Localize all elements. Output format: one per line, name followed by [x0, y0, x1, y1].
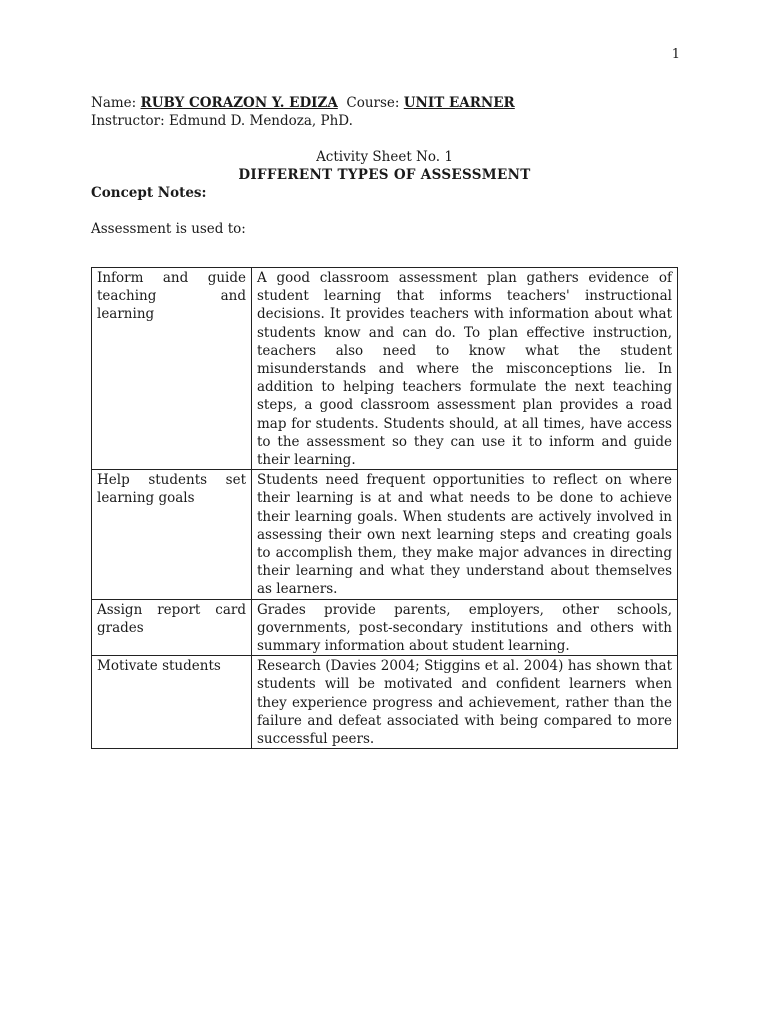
table-row: [92, 599, 678, 656]
course-name: UNIT EARNER: [403, 95, 515, 111]
title-block: [91, 148, 678, 184]
instructor-name: Edmund D. Mendoza, PhD.: [168, 113, 353, 129]
instructor-line: [91, 112, 691, 130]
activity-sheet-number: Activity Sheet No. 1: [316, 149, 453, 165]
description-cell: A good classroom assessment plan gathers evidence of student learning that informs teachers' instructional decisions. It provides teachers with information about what students know and can do. To plan effective instruction, teachers also need to know what the student misunderstands and where the misconceptions lie. In addition to helping teachers formulate the next teaching steps, a good classroom assessment plan provides a road map for students. Students should, at all times, have access to the assessment so they can use it to inform and guide their learning.: [252, 268, 678, 470]
purpose-cell: Help students set learning goals: [92, 470, 252, 599]
course-label: Course:: [346, 95, 400, 111]
purpose-cell: Motivate students: [92, 656, 252, 749]
table-row: [92, 268, 678, 470]
header-block: [91, 94, 691, 130]
document-title: DIFFERENT TYPES OF ASSESSMENT: [238, 167, 531, 183]
page-number: 1: [671, 47, 680, 62]
instructor-label: Instructor:: [91, 113, 165, 129]
concept-notes-heading: Concept Notes:: [91, 185, 207, 201]
description-cell: Grades provide parents, employers, other schools, governments, post-secondary institutions and others with summary information about student learning.: [252, 599, 678, 656]
assessment-table: [91, 267, 678, 749]
purpose-cell: Assign report card grades: [92, 599, 252, 656]
table-row: [92, 470, 678, 599]
student-name: RUBY CORAZON Y. EDIZA: [140, 95, 338, 111]
table-row: [92, 656, 678, 749]
name-course-line: [91, 94, 691, 112]
description-cell: Research (Davies 2004; Stiggins et al. 2004) has shown that students will be motivated and confident learners when they experience progress and achievement, rather than the failure and defeat associated with being compared to more successful peers.: [252, 656, 678, 749]
description-cell: Students need frequent opportunities to reflect on where their learning is at and what needs to be done to achieve their learning goals. When students are actively involved in assessing their own next learning steps and creating goals to accomplish them, they make major advances in directing their learning and what they understand about themselves as learners.: [252, 470, 678, 599]
purpose-cell: Inform and guide teaching and learning: [92, 268, 252, 470]
intro-text: Assessment is used to:: [91, 221, 246, 237]
name-label: Name:: [91, 95, 137, 111]
